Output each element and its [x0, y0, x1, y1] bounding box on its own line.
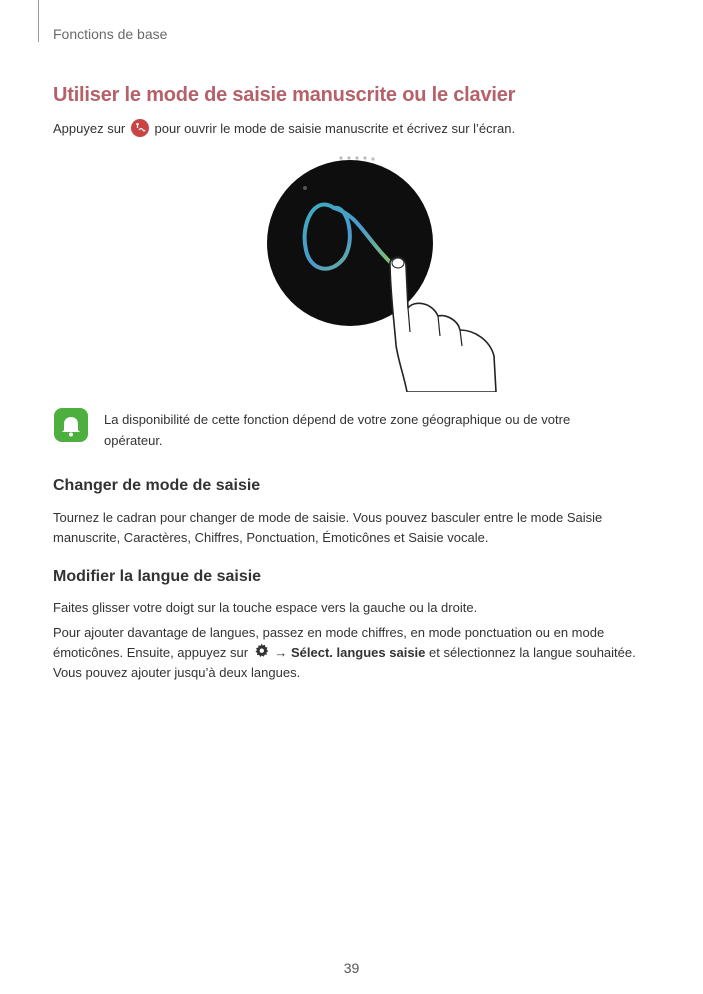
intro-text-before: Appuyez sur	[53, 120, 126, 136]
select-languages-label: Sélect. langues saisie	[290, 645, 426, 660]
gear-icon	[254, 643, 269, 664]
add-languages-text: Pour ajouter davantage de langues, passez en mode chiffres, en mode ponctuation ou en mode émoticônes. Ensuite, appuyez sur	[53, 625, 605, 660]
header-divider	[38, 0, 39, 42]
heading-change-input-mode: Changer de mode de saisie	[53, 477, 261, 494]
pointing-finger	[390, 257, 496, 392]
handwriting-icon	[131, 119, 149, 140]
paragraph-max-languages: Vous pouvez ajouter jusqu’à deux langues.	[53, 665, 301, 680]
arrow-symbol: →	[274, 645, 288, 660]
page-indicator-dots	[330, 156, 375, 161]
intro-paragraph	[53, 119, 515, 140]
note-text: La disponibilité de cette fonction dépend de votre zone géographique ou de votre opérateur.	[104, 412, 571, 448]
bell-icon	[53, 407, 89, 443]
intro-text-after: pour ouvrir le mode de saisie manuscrite et écrivez sur l’écran.	[154, 120, 516, 136]
paragraph-change-input-mode: Tournez le cadran pour changer de mode de saisie. Vous pouvez basculer entre le mode Saisie manuscrite, Caractères, Chiffres, Ponctuation, Émoticônes et Saisie vocale.	[53, 510, 603, 545]
watch-handwriting-illustration	[262, 150, 512, 392]
running-header: Fonctions de base	[53, 26, 168, 42]
heading-change-input-language: Modifier la langue de saisie	[53, 568, 262, 585]
paragraph-swipe-spacebar: Faites glisser votre doigt sur la touche espace vers la gauche ou la droite.	[53, 600, 478, 615]
page-title: Utiliser le mode de saisie manuscrite ou le clavier	[53, 84, 516, 106]
page-number: 39	[343, 960, 360, 976]
paragraph-add-languages	[53, 623, 658, 664]
add-languages-text-end: et sélectionnez la langue souhaitée.	[429, 645, 636, 660]
